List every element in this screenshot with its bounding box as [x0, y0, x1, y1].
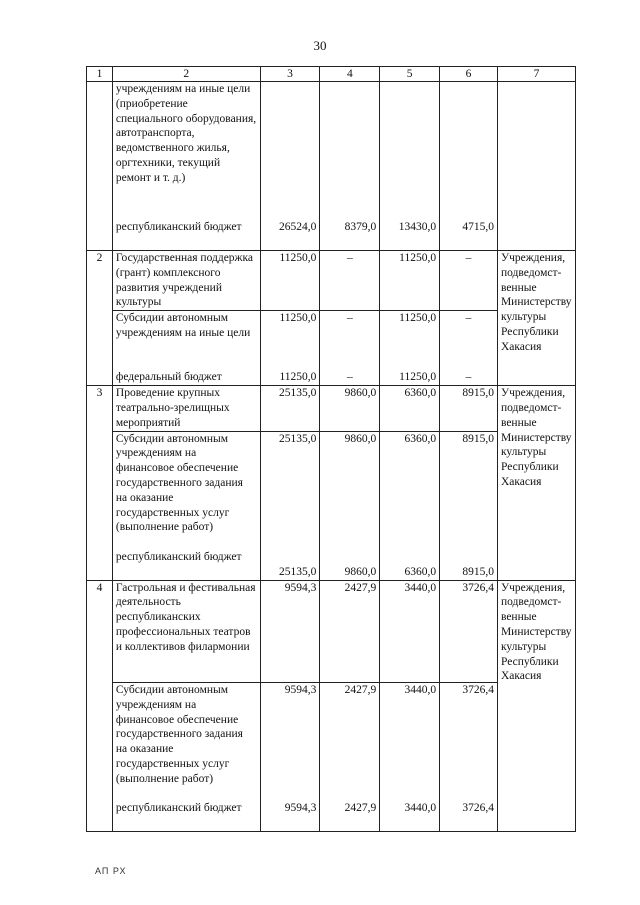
cell-value: – — [465, 312, 472, 325]
row-number: 2 — [87, 251, 113, 311]
cell-value: 9860,0 — [344, 565, 377, 578]
header-cell: 5 — [380, 67, 440, 82]
cell-value: 11250,0 — [399, 371, 437, 384]
cell-value: 11250,0 — [279, 312, 317, 325]
row-title: Проведение крупных театрально-зрелищных мероприятий — [112, 386, 260, 431]
cell-value: 6360,0 — [404, 432, 437, 445]
footer-code: АП РХ — [95, 866, 127, 876]
cell-value: 3726,4 — [462, 684, 494, 697]
table-row — [87, 82, 576, 251]
cell-value: 11250,0 — [260, 251, 320, 311]
cell-value: 11250,0 — [279, 371, 317, 384]
executor: Учреждения, подведомст-венные Министерству культуры Республики Хакасия — [497, 386, 575, 580]
subsidy-text: Субсидии автономным учреждениям на финансовое обеспечение государственного задания на оказание государственных услуг (выполнение работ) — [115, 432, 243, 534]
header-cell: 6 — [440, 67, 498, 82]
cell-value: 6360,0 — [380, 386, 440, 431]
cell-value: – — [465, 371, 472, 384]
executor: Учреждения, подведомст-венные Министерству культуры Республики Хакасия — [497, 251, 575, 386]
row-number: 4 — [87, 580, 113, 683]
cell-value: 11250,0 — [380, 251, 440, 311]
cell-value: 8379,0 — [344, 221, 377, 233]
header-cell: 3 — [260, 67, 320, 82]
page-number: 30 — [313, 38, 327, 53]
program-table — [86, 66, 576, 832]
cell-value: 25135,0 — [279, 432, 317, 445]
cell-value: 9594,3 — [260, 580, 320, 683]
table-row — [87, 251, 576, 311]
header-cell: 4 — [320, 67, 380, 82]
cell-value: 8915,0 — [440, 386, 498, 431]
cell-value: – — [346, 312, 353, 325]
table-row — [87, 580, 576, 683]
row-number: 3 — [87, 386, 113, 431]
executor: Учреждения, подведомст-венные Министерству культуры Республики Хакасия — [497, 580, 575, 832]
table-header-row — [87, 67, 576, 82]
row-title: Государственная поддержка (грант) комплексного развития учреждений культуры — [112, 251, 260, 311]
subsidy-text: Субсидии автономным учреждениям на финансовое обеспечение государственного задания на оказание государственных услуг (выполнение работ) — [115, 684, 243, 785]
cell-value: 9860,0 — [344, 432, 377, 445]
cell-value: 9860,0 — [320, 386, 380, 431]
row1-text: учреждениям на иные цели (приобретение специального оборудования, автотранспорта, ведомственного жилья, оргтехники, текущий ремонт и т. д.) — [115, 83, 257, 184]
table-row — [87, 386, 576, 431]
cell-value: 9594,3 — [284, 684, 317, 697]
cell-value: 26524,0 — [279, 221, 317, 233]
budget-label: республиканский бюджет — [115, 550, 242, 563]
cell-value: 11250,0 — [399, 312, 437, 325]
cell-value: 3440,0 — [380, 580, 440, 683]
cell-value: 4715,0 — [462, 221, 494, 233]
header-cell: 1 — [87, 67, 113, 82]
cell-value: 3440,0 — [404, 684, 437, 697]
cell-value: 2427,9 — [320, 580, 380, 683]
cell-value: 8915,0 — [462, 432, 494, 445]
cell-value: 2427,9 — [344, 802, 377, 815]
cell-value: 3440,0 — [404, 802, 437, 815]
subsidy-text: Субсидии автономным учреждениям на иные цели — [115, 312, 251, 339]
cell-value: 9594,3 — [284, 802, 317, 815]
cell-value: 8915,0 — [462, 565, 494, 578]
header-cell: 2 — [112, 67, 260, 82]
row1-budget: республиканский бюджет — [115, 221, 242, 233]
row-description — [112, 82, 260, 251]
row-title: Гастрольная и фестивальная деятельность республиканских профессиональных театров и коллективов филармонии — [112, 580, 260, 683]
cell-value: 6360,0 — [404, 565, 437, 578]
header-cell: 7 — [497, 67, 575, 82]
cell-value: 2427,9 — [344, 684, 377, 697]
budget-label: республиканский бюджет — [115, 802, 242, 815]
cell-value: – — [346, 371, 353, 384]
cell-value: – — [440, 251, 498, 311]
cell-value: – — [320, 251, 380, 311]
cell-value: 3726,4 — [440, 580, 498, 683]
cell-value: 3726,4 — [462, 802, 494, 815]
cell-value: 25135,0 — [260, 386, 320, 431]
cell-value: 13430,0 — [398, 221, 437, 233]
budget-label: федеральный бюджет — [115, 371, 222, 384]
cell-value: 25135,0 — [279, 565, 317, 578]
